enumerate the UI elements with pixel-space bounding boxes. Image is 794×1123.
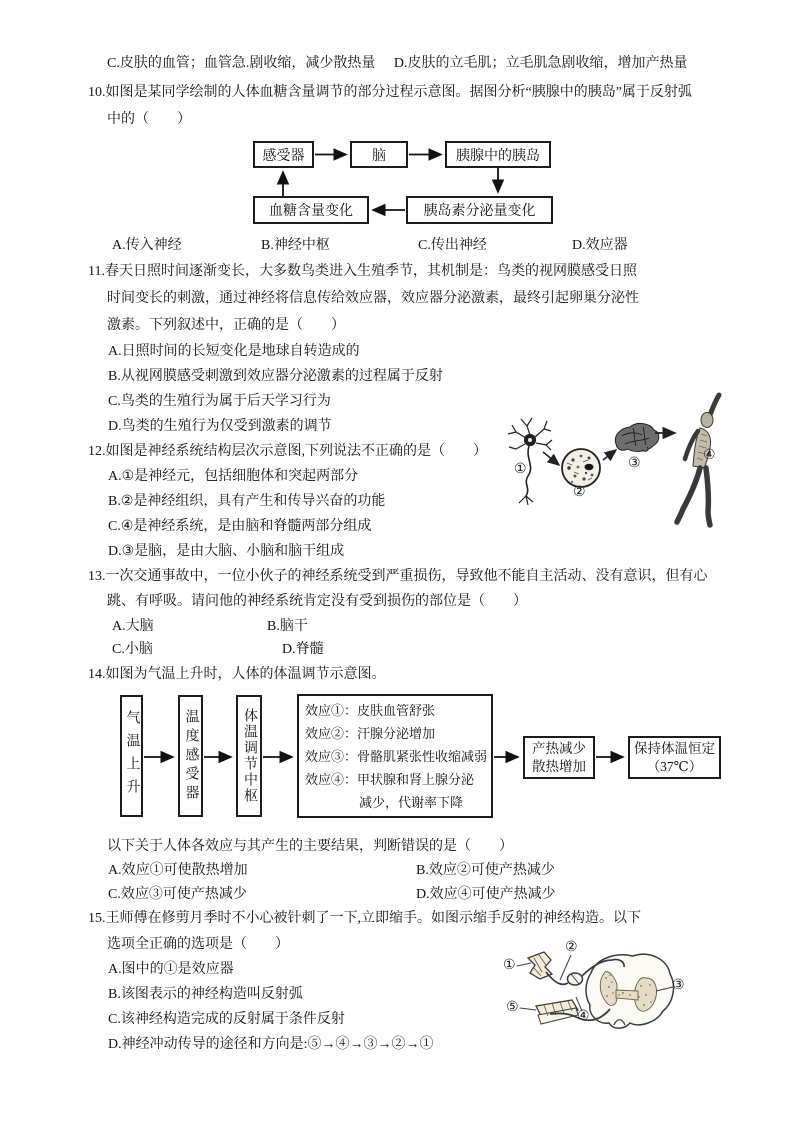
brain-sketch: [615, 423, 658, 451]
q13-option-a: A.大脑: [112, 619, 154, 634]
q10-option-b: B.神经中枢: [261, 238, 330, 253]
q12-text-line1: 12.如图是神经系统结构层次示意图,下列说法不正确的是（ ）: [88, 444, 487, 459]
q15-text-line2: 选项全正确的选项是（ ）: [107, 937, 289, 952]
q14-heat-result-line1: 产热减少: [532, 740, 586, 756]
q10-box-insulin: 胰岛素分泌量变化: [406, 196, 553, 224]
q15-figure-label-3: ③: [672, 978, 685, 993]
muscle-sketch: [536, 1000, 578, 1024]
q10-option-a: A.传入神经: [112, 238, 182, 253]
q9-option-c: C.皮肤的血管；血管急.剧收缩，减少散热量: [107, 56, 376, 71]
q15-figure-label-2: ②: [565, 940, 578, 955]
q12-option-b: B.②是神经组织，具有产生和传导兴奋的功能: [108, 494, 386, 509]
q15-option-c: C.该神经构造完成的反射属于条件反射: [108, 1012, 345, 1027]
q10-text-line2: 中的（ ）: [107, 112, 191, 127]
q11-text-line3: 激素。下列叙述中，正确的是（ ）: [107, 318, 345, 333]
q14-text-line2: 以下关于人体各效应与其产生的主要结果，判断错误的是（ ）: [107, 839, 513, 854]
q10-option-d: D.效应器: [572, 238, 628, 253]
q13-option-b: B.脑干: [267, 619, 308, 634]
q11-option-a: A.日照时间的长短变化是地球自转造成的: [108, 344, 360, 359]
q13-text-line2: 跳、有呼吸。请问他的神经系统肯定没有受到损伤的部位是（ ）: [107, 594, 527, 609]
q14-heat-result-line2: 散热增加: [532, 758, 586, 774]
q10-box-brain: 脑: [350, 141, 408, 168]
q14-box-regulation-center: 体温调节中枢: [236, 695, 262, 817]
tissue-sketch: [562, 449, 600, 487]
q12-option-a: A.①是神经元，包括细胞体和突起两部分: [108, 469, 359, 484]
q15-option-d: D.神经冲动传导的途径和方向是:⑤→④→③→②→①: [108, 1037, 434, 1052]
q14-box-temp-rise: 气温上升: [120, 695, 143, 817]
q12-figure-label-4: ④: [703, 448, 716, 463]
q13-text-line1: 13.一次交通事故中，一位小伙子的神经系统受到严重损伤，导致他不能自主活动、没有意识，但有心: [88, 569, 708, 584]
q14-effect-3: 效应③：骨骼肌紧张性收缩减弱: [305, 748, 488, 764]
q10-option-c: C.传出神经: [418, 238, 487, 253]
q14-effect-4b: 减少，代谢率下降: [359, 794, 464, 810]
q11-option-b: B.从视网膜感受刺激到效应器分泌激素的过程属于反射: [108, 369, 443, 384]
q13-option-d: D.脊髓: [282, 642, 324, 657]
q10-box-receptor: 感受器: [253, 141, 314, 168]
q13-option-c: C.小脑: [112, 642, 153, 657]
q12-option-c: C.④是神经系统，是由脑和脊髓两部分组成: [108, 519, 372, 534]
q15-option-b: B.该图表示的神经构造叫反射弧: [108, 987, 303, 1002]
q11-option-c: C.鸟类的生殖行为属于后天学习行为: [108, 394, 331, 409]
q12-figure-sketch: [495, 388, 745, 553]
q10-box-islet: 胰腺中的胰岛: [445, 141, 551, 168]
q10-text-line1: 10.如图是某同学绘制的人体血糖含量调节的部分过程示意图。据图分析“胰腺中的胰岛”属于反射弧: [88, 85, 692, 100]
q12-figure-label-2: ②: [573, 485, 586, 500]
q14-flowchart-arrows: [110, 690, 670, 830]
q12-figure-label-1: ①: [514, 462, 527, 477]
q14-option-a: A.效应①可使散热增加: [108, 863, 248, 878]
q14-box-temp-receptor: 温度感受器: [178, 695, 203, 817]
q14-keep-temp-line1: 保持体温恒定: [634, 740, 715, 756]
q9-option-d: D.皮肤的立毛肌；立毛肌急剧收缩，增加产热量: [393, 56, 688, 71]
q14-text-line1: 14.如图为气温上升时，人体的体温调节示意图。: [88, 667, 386, 682]
q11-option-d: D.鸟类的生殖行为仅受到激素的调节: [108, 419, 332, 434]
q14-effect-1: 效应①：皮肤血管舒张: [305, 702, 436, 718]
q12-figure-label-3: ③: [628, 456, 641, 471]
q15-option-a: A.图中的①是效应器: [108, 962, 234, 977]
q11-text-line1: 11.春天日照时间逐渐变长，大多数鸟类进入生殖季节，其机制是：鸟类的视网膜感受日照: [88, 264, 637, 279]
q15-figure-label-1: ①: [503, 958, 516, 973]
q15-figure-reflex-arc: [488, 945, 703, 1040]
q9-options-line: [107, 55, 687, 73]
q12-option-d: D.③是脑，是由大脑、小脑和脑干组成: [108, 544, 345, 559]
q14-effect-4: 效应④：甲状腺和肾上腺分泌: [305, 771, 475, 787]
q14-keep-temp-line2: （37℃）: [646, 758, 703, 774]
q15-text-line1: 15.王师傅在修剪月季时不小心被针刺了一下,立即缩手。如图示缩手反射的神经构造。以下: [88, 911, 641, 926]
q14-option-b: B.效应②可使产热减少: [416, 863, 555, 878]
q15-figure-label-5: ⑤: [506, 1000, 519, 1015]
q10-box-blood-sugar: 血糖含量变化: [253, 196, 369, 224]
q14-option-d: D.效应④可使产热减少: [416, 887, 556, 902]
q14-effect-2: 效应②：汗腺分泌增加: [305, 725, 436, 741]
q14-option-c: C.效应③可使产热减少: [108, 887, 247, 902]
q15-figure-label-4: ④: [577, 1009, 590, 1024]
q10-flowchart-arrows: [240, 135, 570, 235]
q11-text-line2: 时间变长的刺激，通过神经将信息传给效应器，效应器分泌激素，最终引起卵巢分泌性: [107, 291, 639, 306]
